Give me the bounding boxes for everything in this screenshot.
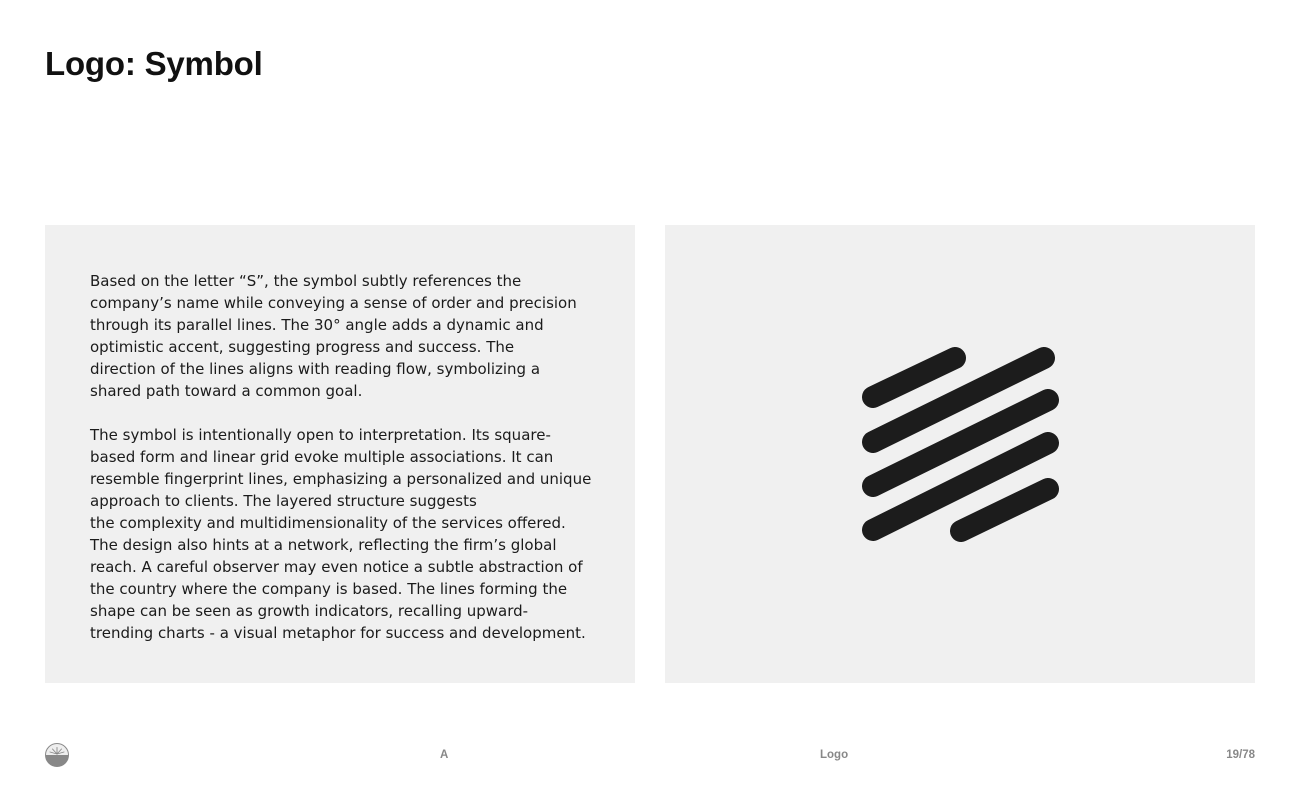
sunrise-logo-icon — [45, 743, 69, 767]
footer-page-number: 19/78 — [1226, 749, 1255, 761]
footer-chapter-label: Logo — [820, 749, 849, 761]
logo-symbol-icon — [665, 225, 1255, 683]
footer-section-label: A — [440, 749, 449, 761]
description-text — [90, 270, 600, 644]
page-title: Logo: Symbol — [45, 45, 263, 82]
symbol-line-3 — [873, 400, 1048, 486]
symbol-line-2 — [873, 358, 1044, 442]
symbol-line-5 — [961, 489, 1048, 531]
description-panel — [45, 225, 635, 683]
symbol-panel — [665, 225, 1255, 683]
symbol-line-1 — [873, 358, 955, 397]
description-paragraph-1: Based on the letter “S”, the symbol subtly references the company’s name while conveying a sense of order and precision through its parallel lines. The 30° angle adds a dynamic and optimistic accent, suggesting progress and success. The direction of the lines aligns with reading flow, symbolizing a shared path toward a common goal. — [90, 272, 577, 400]
symbol-line-4 — [873, 443, 1048, 530]
description-paragraph-2: The symbol is intentionally open to interpretation. Its square- based form and linear grid evoke multiple associations. It can resemble fingerprint lines, emphasizing a personalized and unique approach to clients. The layered structure suggests the complexity and multidimensionality of the services offered. The design also hints at a network, reflecting the firm’s global reach. A careful observer may even notice a subtle abstraction of the country where the company is based. The lines forming the shape can be seen as growth indicators, recalling upward- trending charts - a visual metaphor for success and development. — [90, 426, 592, 642]
